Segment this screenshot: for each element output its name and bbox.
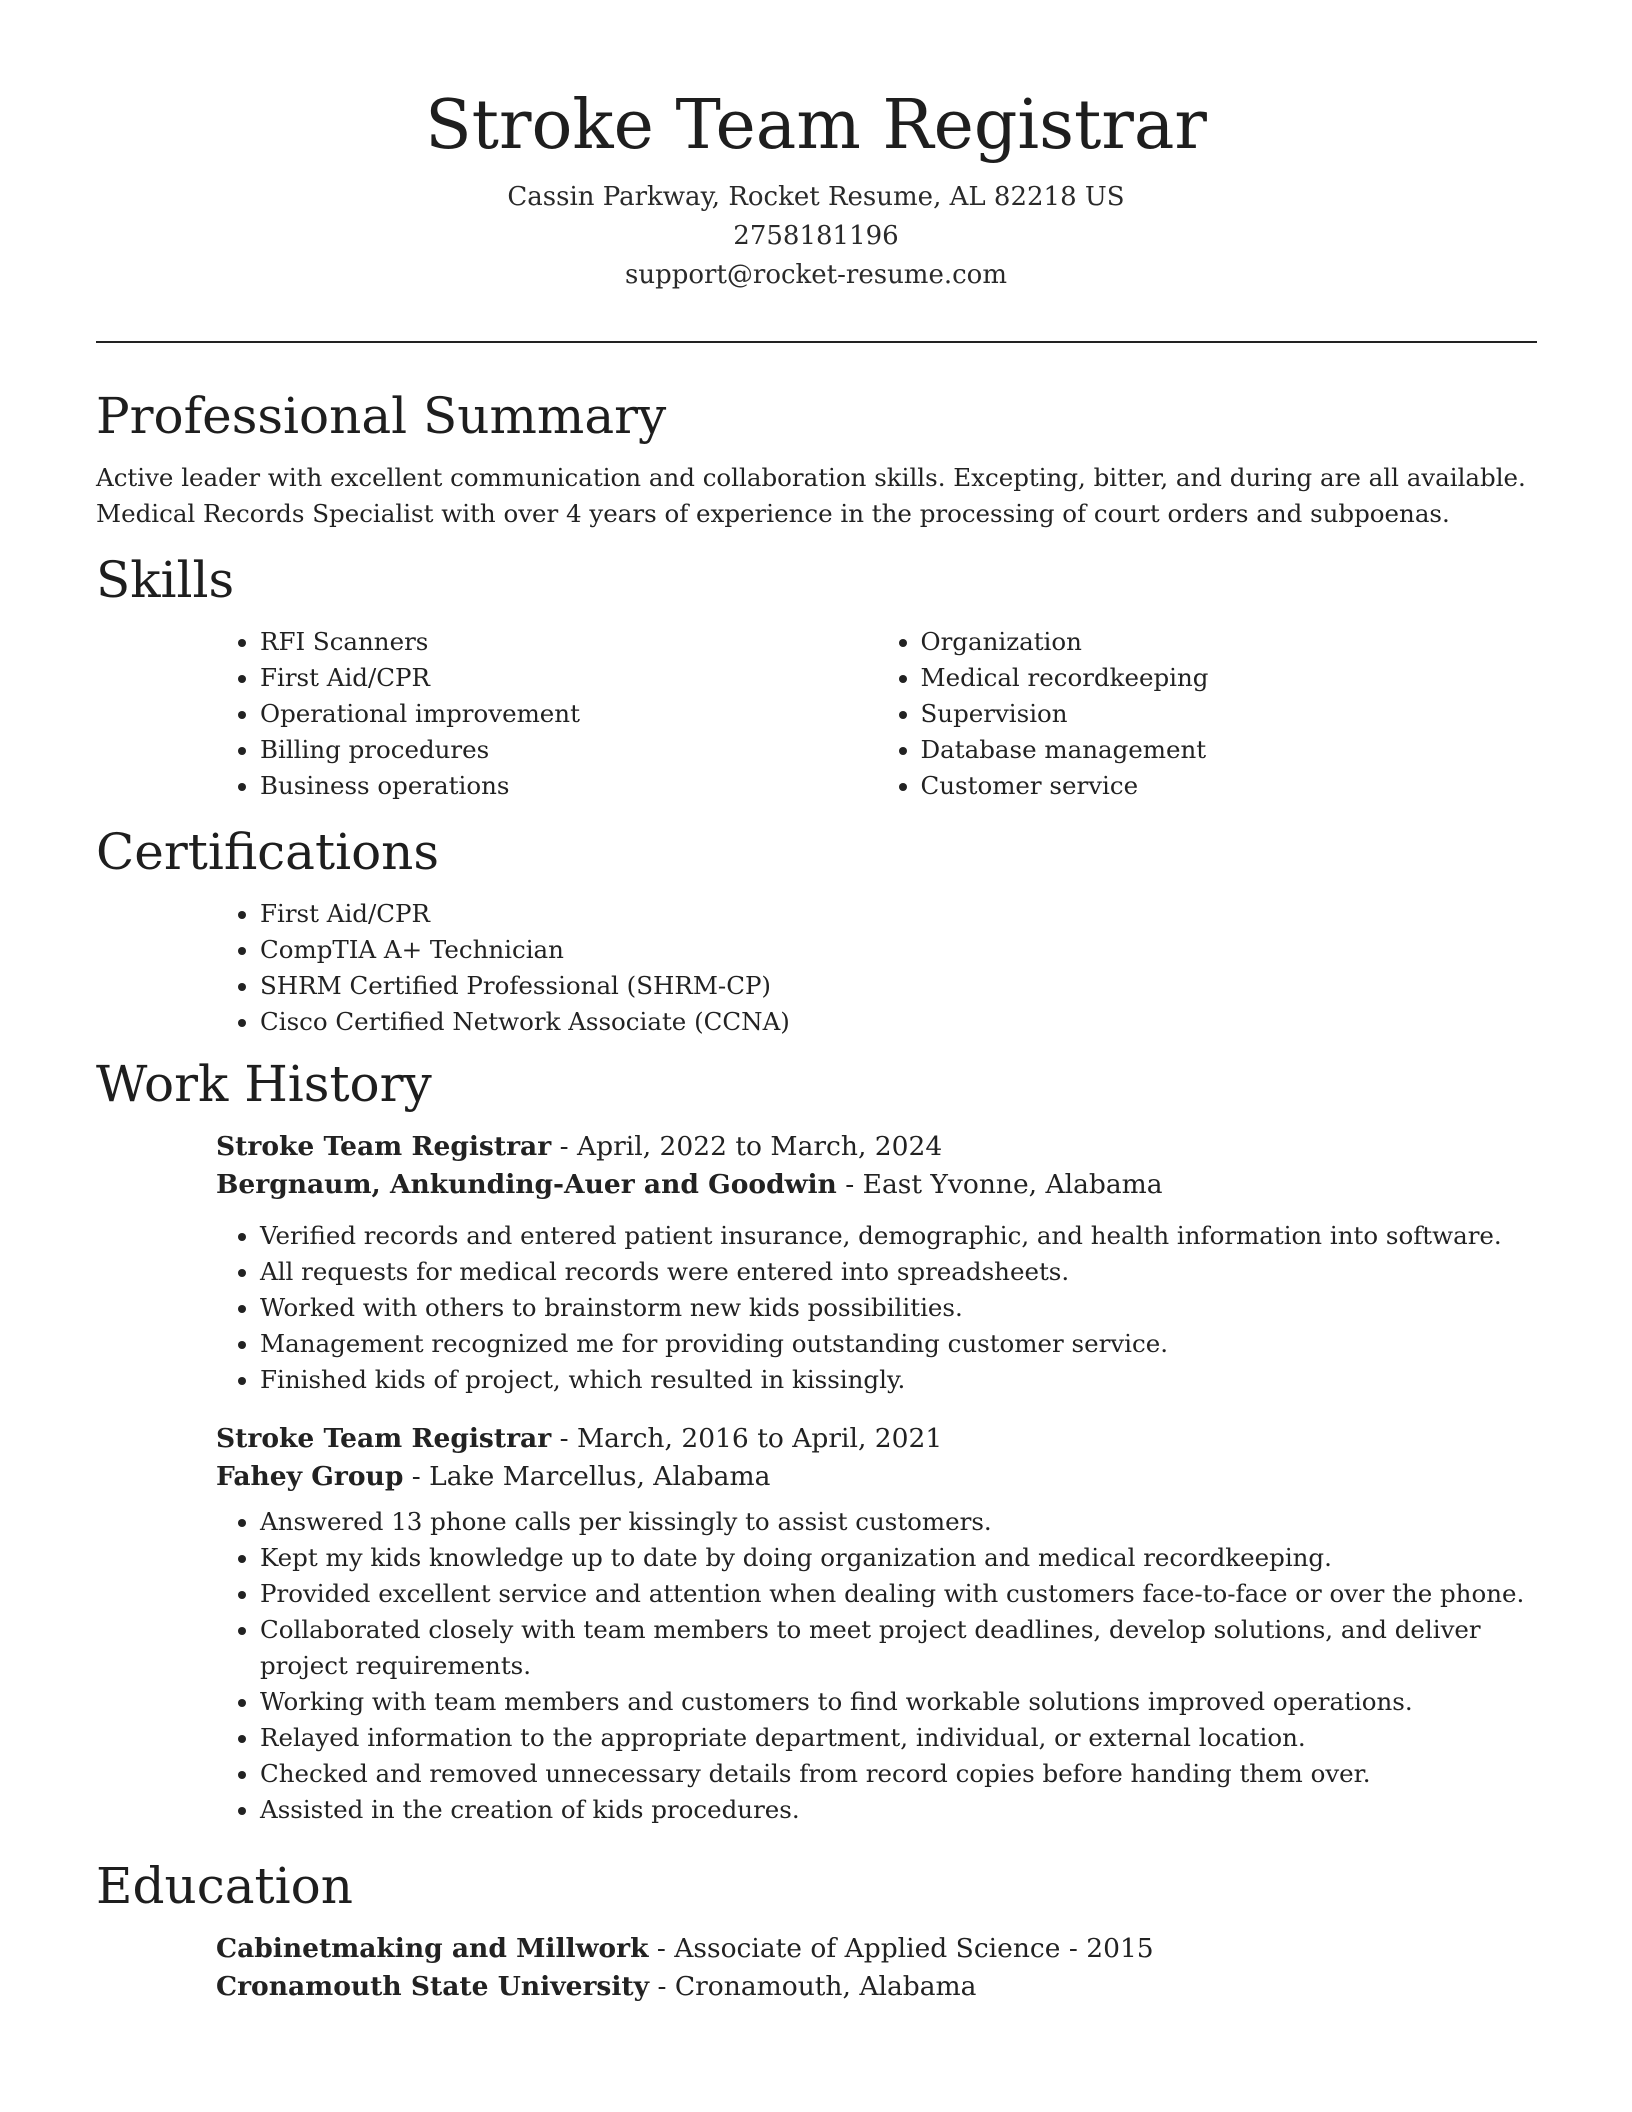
job-dates: - April, 2022 to March, 2024 [551,1131,943,1162]
section-heading: Professional Summary [96,387,667,445]
education-section [96,1842,1537,2006]
section-heading: Skills [96,551,235,609]
candidate-name: Stroke Team Registrar [425,86,1207,165]
job-bullets [216,1504,1537,1828]
list-item: • First Aid/CPR [260,896,1537,932]
certifications-list [216,896,1537,1040]
job-company-line [216,1458,1537,1496]
job-company-line [216,1166,1537,1204]
section-heading: Certifications [96,823,440,881]
job-location: - East Yvonne, Alabama [836,1169,1163,1200]
list-item: • SHRM Certified Professional (SHRM-CP) [260,968,1537,1004]
summary-text: Active leader with excellent communication and collaboration skills. Excepting, bitter, and during are all available. Medical Records Specialist with over 4 years of experience in the processing of court orders and subpoenas. [96,463,1526,528]
skills-columns [216,624,1537,804]
certifications-section [96,808,1537,1040]
list-item: • Worked with others to brainstorm new kids possibilities. [260,1290,1537,1326]
list-item: • Collaborated closely with team members to meet project deadlines, develop solutions, and deliver project requirements. [260,1612,1537,1684]
work-history-section [96,1040,1537,1828]
resume-header [0,0,1632,295]
skills-section [96,536,1537,804]
list-item: • Organization [921,624,1538,660]
section-heading: Work History [96,1055,432,1113]
list-item: • Business operations [260,768,877,804]
degree-line [216,1930,1537,1968]
list-item: • Answered 13 phone calls per kissingly to assist customers. [260,1504,1537,1540]
school-location: - Cronamouth, Alabama [649,1971,977,2002]
job-location: - Lake Marcellus, Alabama [403,1461,771,1492]
job-company: Bergnaum, Ankunding-Auer and Goodwin [216,1169,837,1200]
degree-year: - 2015 [1060,1933,1154,1964]
job-title-line [216,1128,1537,1166]
job-title-line [216,1420,1537,1458]
degree-type: - Associate of Applied Science [648,1933,1061,1964]
job-title: Stroke Team Registrar [216,1131,552,1162]
phone: 2758181196 [733,221,899,251]
section-heading: Education [96,1857,353,1915]
job-entry [216,1420,1537,1828]
list-item: • CompTIA A+ Technician [260,932,1537,968]
list-item: • First Aid/CPR [260,660,877,696]
list-item: • Management recognized me for providing outstanding customer service. [260,1326,1537,1362]
contact-block [0,178,1632,295]
job-company: Fahey Group [216,1461,404,1492]
skills-left-list [216,624,877,804]
list-item: • Working with team members and customers to find workable solutions improved operations. [260,1684,1537,1720]
skills-right-list [877,624,1538,804]
email: support@rocket-resume.com [624,260,1007,290]
header-divider [96,341,1537,343]
school-name: Cronamouth State University [216,1971,650,2002]
degree-name: Cabinetmaking and Millwork [216,1933,649,1964]
list-item: • Cisco Certified Network Associate (CCNA) [260,1004,1537,1040]
education-entry [216,1930,1537,2006]
address: Cassin Parkway, Rocket Resume, AL 82218 US [507,182,1125,212]
list-item: • Assisted in the creation of kids procedures. [260,1792,1537,1828]
list-item: • Finished kids of project, which resulted in kissingly. [260,1362,1537,1398]
list-item: • Verified records and entered patient insurance, demographic, and health information into software. [260,1218,1537,1254]
list-item: • Medical recordkeeping [921,660,1538,696]
list-item: • Relayed information to the appropriate department, individual, or external location. [260,1720,1537,1756]
list-item: • Customer service [921,768,1538,804]
list-item: • Operational improvement [260,696,877,732]
list-item: • Billing procedures [260,732,877,768]
job-bullets [216,1218,1537,1398]
list-item: • Checked and removed unnecessary details from record copies before handing them over. [260,1756,1537,1792]
summary-section [96,372,1537,532]
list-item: • All requests for medical records were entered into spreadsheets. [260,1254,1537,1290]
job-dates: - March, 2016 to April, 2021 [551,1423,943,1454]
resume-body [96,372,1537,2006]
job-title: Stroke Team Registrar [216,1423,552,1454]
job-entry [216,1128,1537,1398]
list-item: • Supervision [921,696,1538,732]
list-item: • RFI Scanners [260,624,877,660]
list-item: • Database management [921,732,1538,768]
list-item: • Provided excellent service and attention when dealing with customers face-to-face or over the phone. [260,1576,1537,1612]
list-item: • Kept my kids knowledge up to date by doing organization and medical recordkeeping. [260,1540,1537,1576]
school-line [216,1968,1537,2006]
